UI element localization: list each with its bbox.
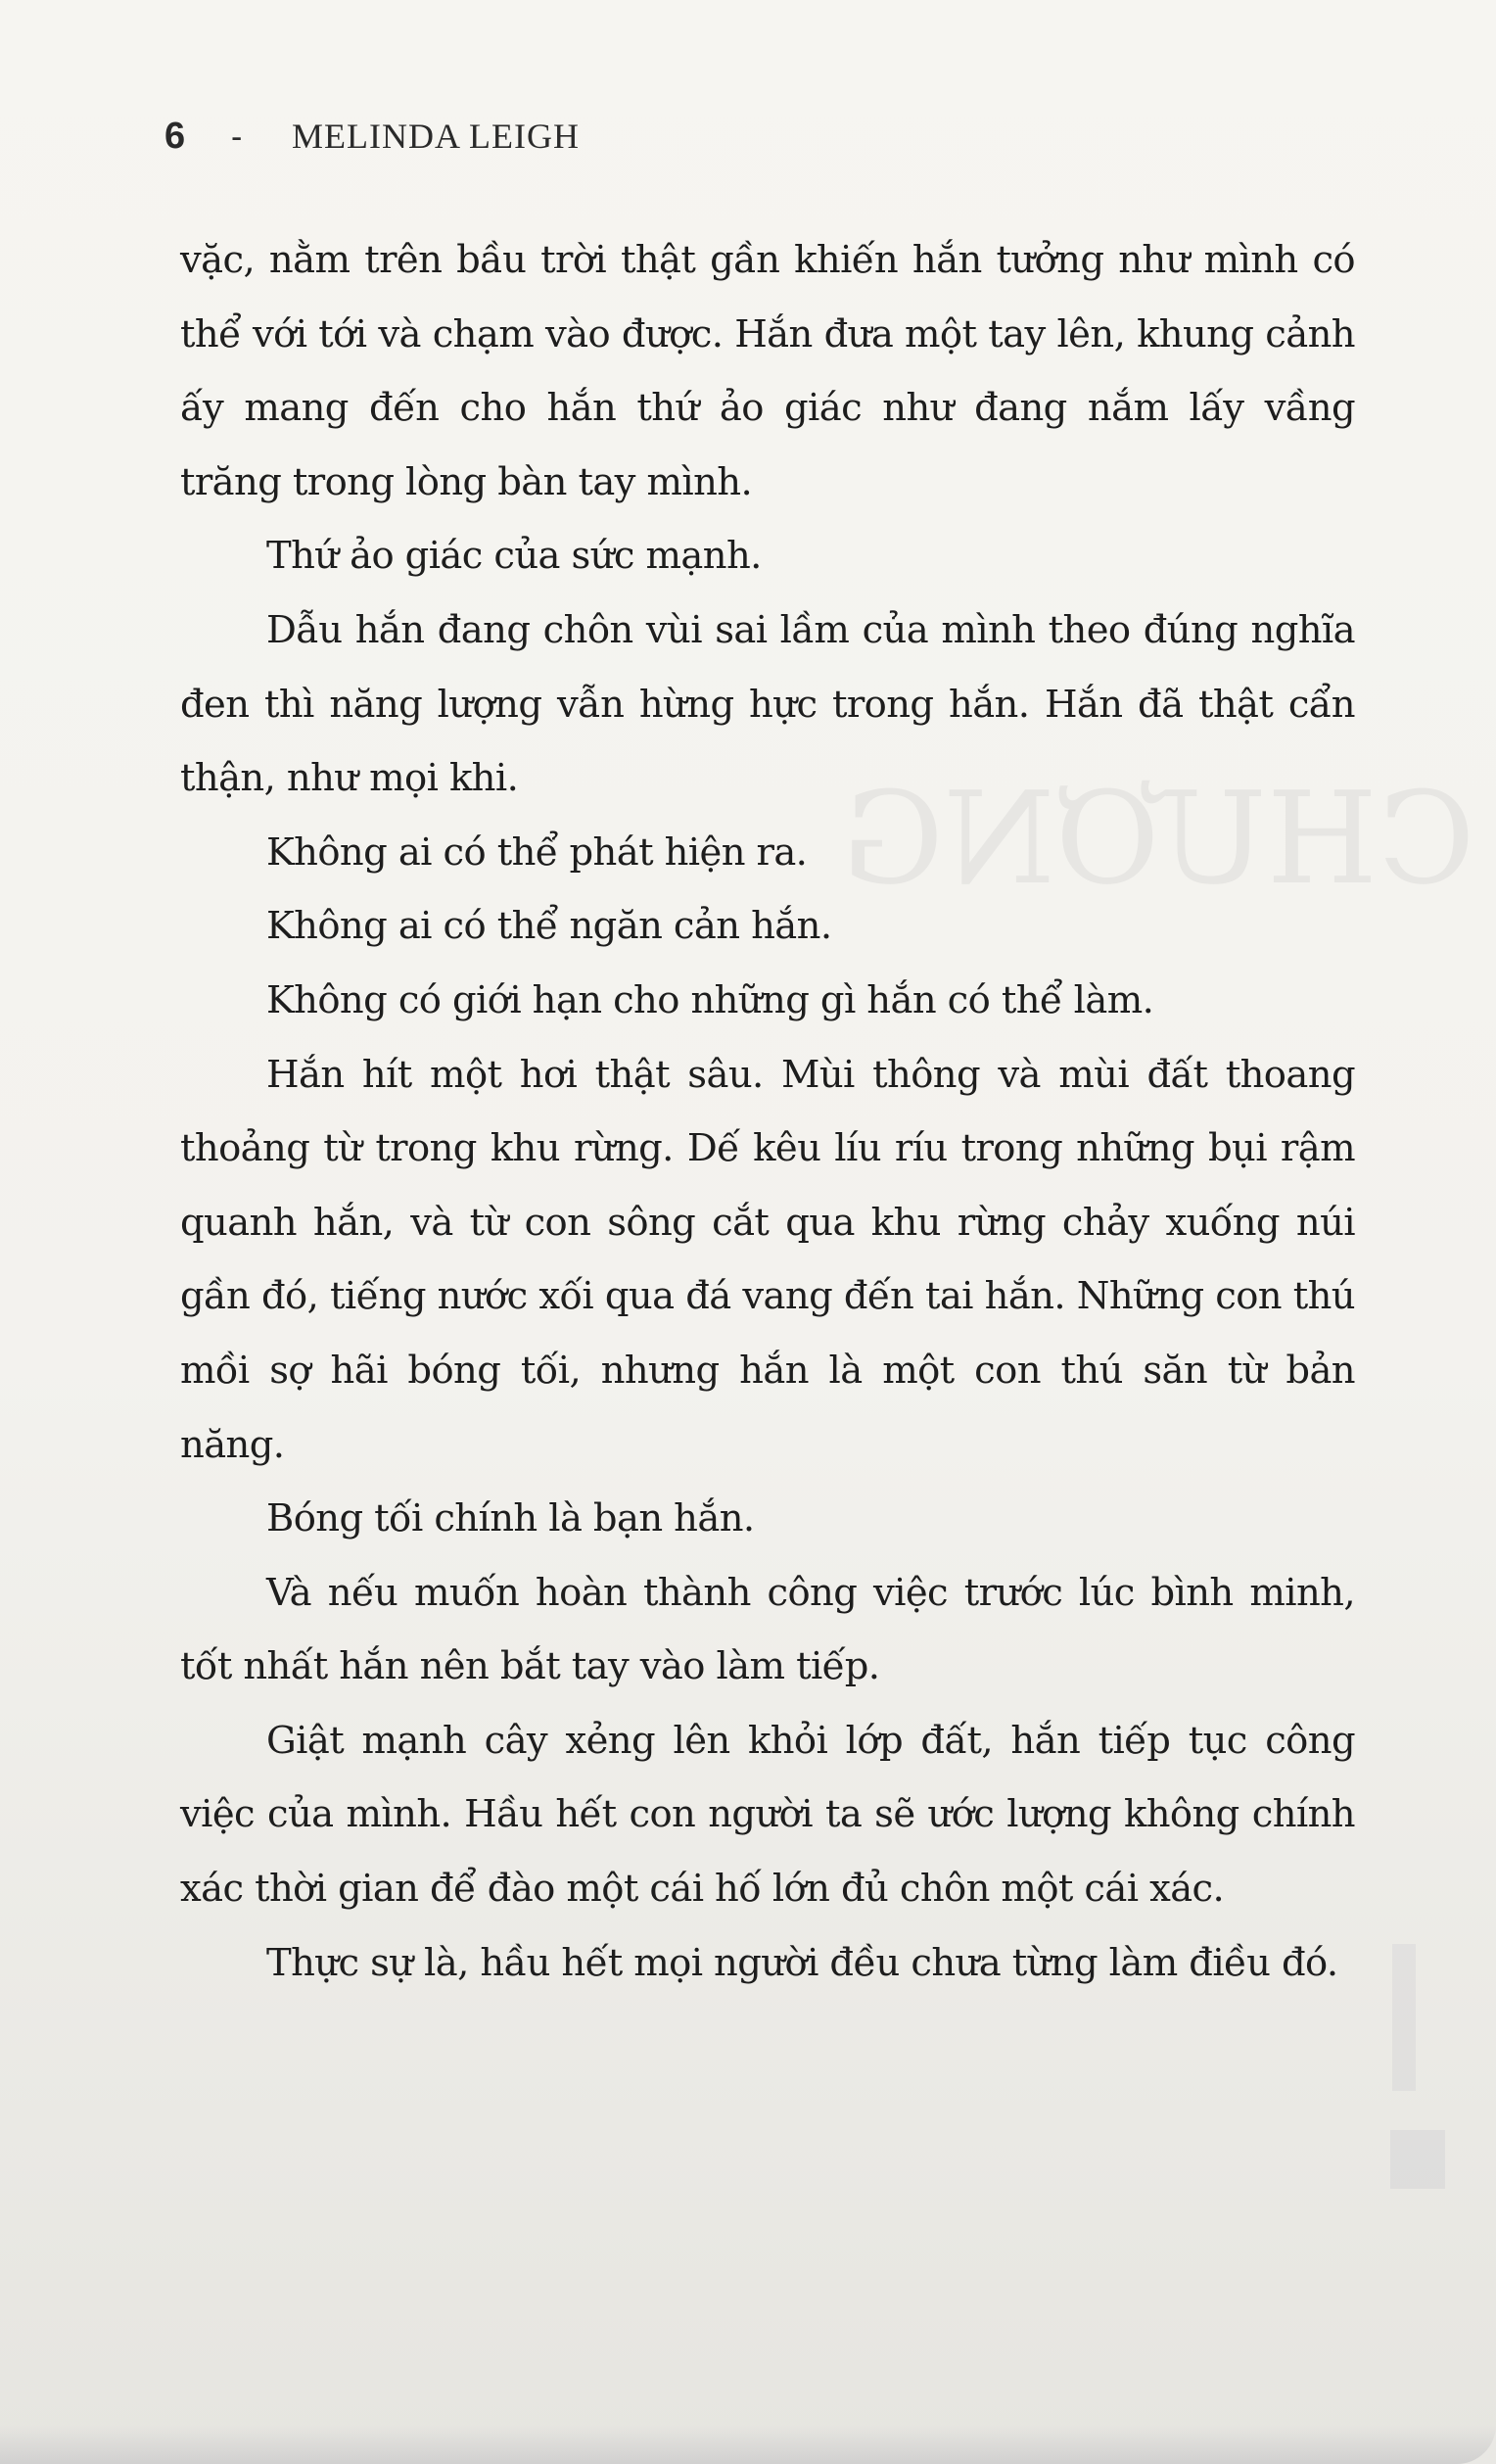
paragraph: Không ai có thể phát hiện ra. — [266, 829, 808, 875]
show-through-chapter-heading: CHƯƠNG — [842, 764, 1475, 913]
body-text — [180, 223, 1355, 2000]
paragraph: Thực sự là, hầu hết mọi người đều chưa từng làm điều đó. — [266, 1940, 1338, 1985]
show-through-side-tab — [1392, 1944, 1416, 2091]
paragraph: Không ai có thể ngăn cản hắn. — [266, 904, 832, 949]
author-name: MELINDA LEIGH — [292, 117, 580, 156]
paragraph: Giật mạnh cây xẻng lên khỏi lớp đất, hắn tiếp tục công việc của mình. Hầu hết con người ta sẽ ước lượng không chính xác thời gian để đào một cái hố lớn đủ chôn một cái xác. — [180, 1718, 1355, 1912]
show-through-logo-mark — [1390, 2130, 1445, 2189]
paragraph: Không có giới hạn cho những gì hắn có thể làm. — [266, 977, 1154, 1022]
paragraph: vặc, nằm trên bầu trời thật gần khiến hắn tưởng như mình có thể với tới và chạm vào được. Hắn đưa một tay lên, khung cảnh ấy mang đến cho hắn thứ ảo giác như đang nắm lấy vầng trăng trong lòng bàn tay mình. — [180, 238, 1355, 504]
paragraph: Thứ ảo giác của sức mạnh. — [266, 534, 762, 579]
page-bottom-shadow — [0, 2425, 1496, 2464]
paragraph: Dẫu hắn đang chôn vùi sai lầm của mình theo đúng nghĩa đen thì năng lượng vẫn hừng hực trong hắn. Hắn đã thật cẩn thận, như mọi khi. — [180, 607, 1355, 801]
header-separator: - — [231, 118, 243, 156]
page-number: 6 — [164, 116, 186, 157]
paragraph: Và nếu muốn hoàn thành công việc trước lúc bình minh, tốt nhất hắn nên bắt tay vào làm tiếp. — [180, 1570, 1355, 1689]
paragraph: Hắn hít một hơi thật sâu. Mùi thông và mùi đất thoang thoảng từ trong khu rừng. Dế kêu líu ríu trong những bụi rậm quanh hắn, và từ con sông cắt qua khu rừng chảy xuống núi gần đó, tiếng nước xối qua đá vang đến tai hắn. Những con thú mồi sợ hãi bóng tối, nhưng hắn là một con thú săn từ bản năng. — [180, 1052, 1355, 1467]
running-header — [164, 116, 580, 158]
paragraph: Bóng tối chính là bạn hắn. — [266, 1496, 755, 1541]
